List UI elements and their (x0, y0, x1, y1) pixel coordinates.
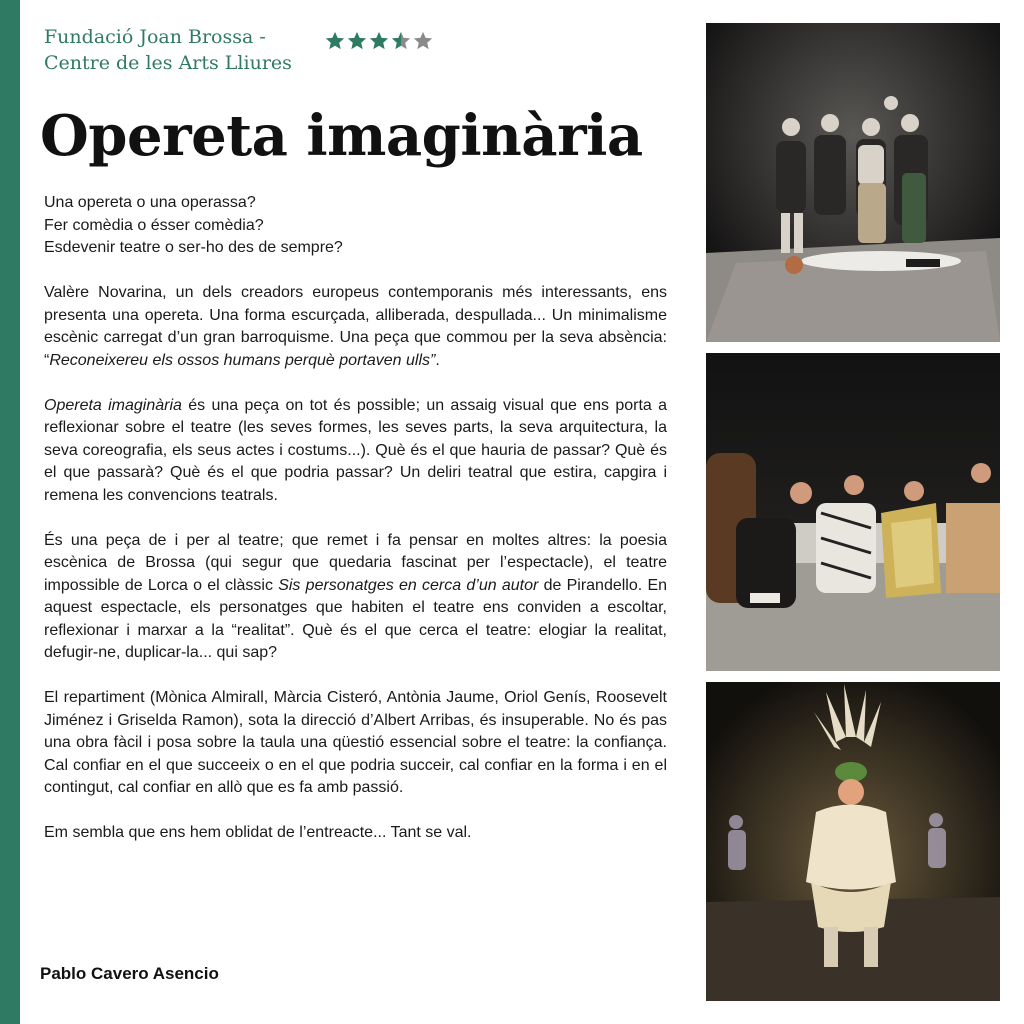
paragraph-1-quote: Reconeixereu els ossos humans perquè portaven ulls” (49, 351, 436, 369)
stage-photo-3 (706, 682, 1000, 1001)
paragraph-3-text-a: És una peça de i per al teatre; que remet i fa pensar en moltes altres: la poesia escènica de Brossa (qui segur que quedaria fascinat per l’espectacle), el teatre impossible de Lorca o el clàssic (44, 531, 667, 594)
intro-line-1: Una opereta o una operassa? (44, 194, 256, 211)
venue-line-2: Centre de les Arts Lliures (44, 52, 292, 74)
paragraph-1 (44, 282, 667, 372)
paragraph-1-end: . (435, 351, 440, 369)
half-star-icon (390, 30, 412, 52)
stage-photo-1 (706, 23, 1000, 342)
paragraph-4: El repartiment (Mònica Almirall, Màrcia Cisteró, Antònia Jaume, Oriol Genís, Roosevelt Jiménez i Griselda Ramon), sota la direcció d’Albert Arribas, és insuperable. No és pas una obra fàcil i posa sobre la taula una qüestió essencial sobre el teatre: la confiança. Cal confiar en el que succeeix o en el que podria succeir, cal confiar en la forma i en el contingut, cal confiar en allò que es fa amb passió. (44, 689, 667, 796)
star-icon (368, 30, 390, 52)
star-rating (324, 30, 434, 52)
paragraph-1-text: Valère Novarina, un dels creadors europeus contemporanis més interessants, ens presenta una opereta. Una forma escurçada, alliberada, despullada... Un minimalisme escènic carregat d’un gran barroquisme. Una peça que commou per la seva absència: “ (44, 284, 667, 369)
paragraph-2 (44, 395, 667, 508)
empty-star-icon (412, 30, 434, 52)
venue-name (44, 24, 324, 76)
author-name: Pablo Cavero Asencio (40, 964, 219, 983)
intro-line-3: Esdevenir teatre o ser-ho des de sempre? (44, 239, 343, 256)
paragraph-3-text-b: de Pirandello. En aquest espectacle, els personatges que habiten el teatre ens conviden a escoltar, reflexionar i marxar a la “realitat”. Què és el que cerca el teatre: elogiar la realitat, defugir-ne, duplicar-la... qui sap? (44, 576, 668, 661)
paragraph-5: Em sembla que ens hem oblidat de l’entreacte... Tant se val. (44, 824, 472, 841)
page-title: Opereta imaginària (40, 103, 643, 169)
star-icon (324, 30, 346, 52)
venue-line-1: Fundació Joan Brossa - (44, 26, 266, 48)
paragraph-3 (44, 530, 667, 665)
left-accent-bar (0, 0, 20, 1024)
paragraph-3-italic: Sis personatges en cerca d’un autor (278, 576, 539, 594)
paragraph-2-italic: Opereta imaginària (44, 396, 182, 414)
intro-line-2: Fer comèdia o ésser comèdia? (44, 216, 264, 234)
intro-paragraph (44, 192, 667, 260)
paragraph-2-text: és una peça on tot és possible; un assaig visual que ens porta a reflexionar sobre el teatre (les seves formes, les seves parts, la seva arquitectura, la seva coreografia, els seus actes i costums...). Què és el que hauria de passar? Què és el que passarà? Què és el que podria passar? Un deliri teatral que estira, capgira i remena les convencions teatrals. (44, 396, 667, 504)
stage-photo-2 (706, 353, 1000, 671)
star-icon (346, 30, 368, 52)
review-body (44, 192, 667, 867)
